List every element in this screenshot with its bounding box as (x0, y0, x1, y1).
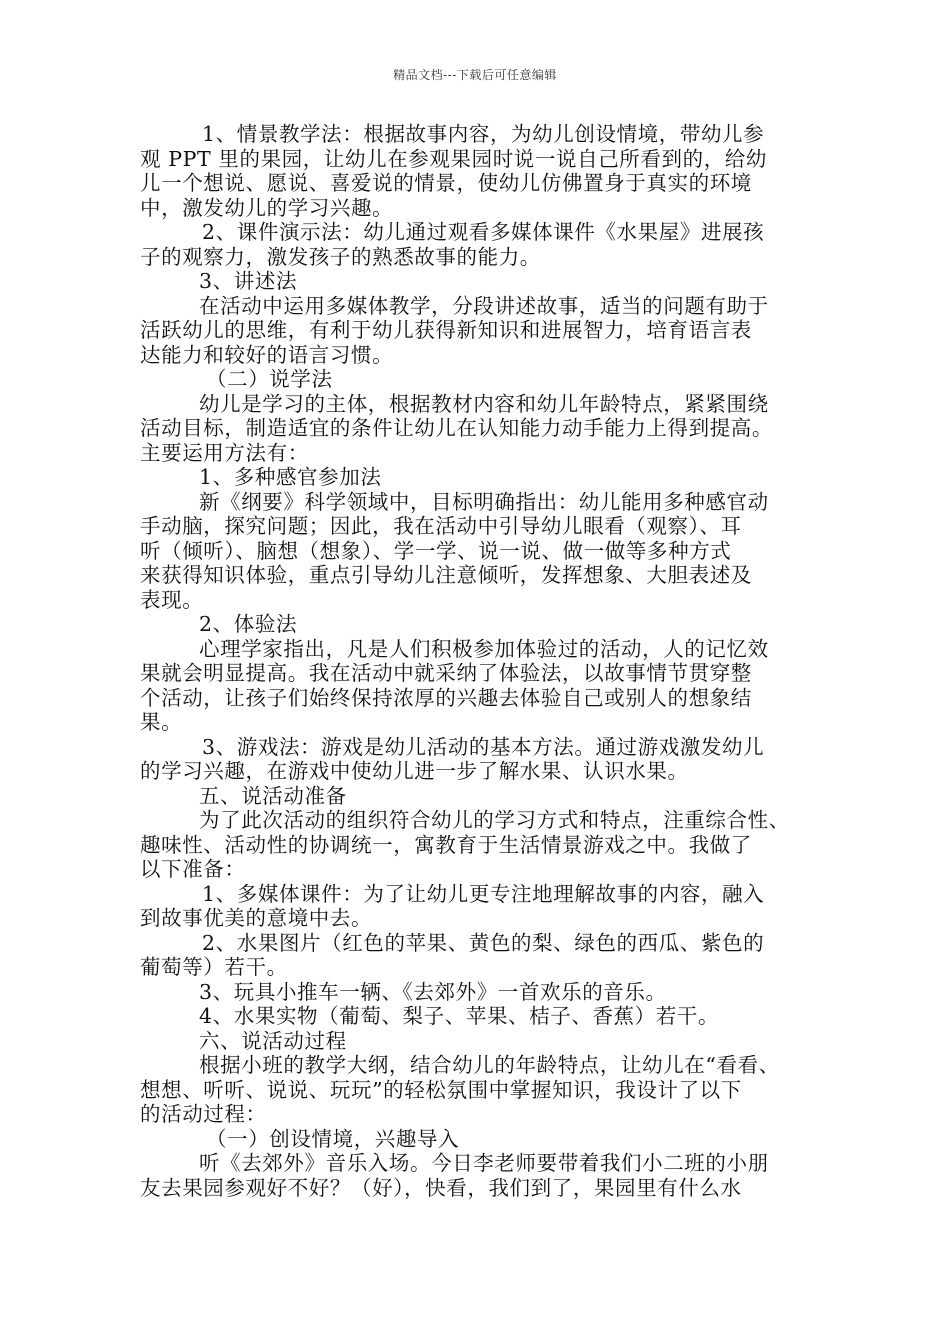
section-heading: 1、多种感官参加法 (199, 465, 382, 489)
text-line: 活动目标，制造适宜的条件让幼儿在认知能力动手能力上得到提高。 (140, 416, 773, 440)
text-line: 4、水果实物（葡萄、梨子、苹果、桔子、香蕉）若干。 (199, 1004, 720, 1028)
text-line: 到故事优美的意境中去。 (140, 906, 373, 930)
text-line: 儿一个想说、愿说、喜爱说的情景，使幼儿仿佛置身于真实的环境 (140, 171, 752, 195)
text-line: 达能力和较好的语言习惯。 (140, 342, 394, 367)
text-line: 1、情景教学法：根据故事内容，为幼儿创设情境，带幼儿参 (202, 122, 765, 146)
text-line: 1、多媒体课件：为了让幼儿更专注地理解故事的内容，融入 (202, 881, 765, 906)
text-line: 友去果园参观好不好？（好），快看，我们到了，果园里有什么水 (140, 1175, 742, 1200)
text-line: 子的观察力，激发孩子的熟悉故事的能力。 (140, 244, 541, 269)
text-line: 观 PPT 里的果园，让幼儿在参观果园时说一说自己所看到的，给幼 (140, 146, 767, 171)
section-heading: （二）说学法 (206, 367, 333, 391)
text-line: 表现。 (140, 587, 204, 612)
text-line: 3、玩具小推车一辆、《去郊外》一首欢乐的音乐。 (199, 979, 667, 1004)
section-heading: 2、体验法 (199, 612, 298, 636)
text-line: 个活动，让孩子们始终保持浓厚的兴趣去体验自己或别人的想象结 (140, 685, 752, 710)
page-header: 精品文档---下载后可任意编辑 (393, 68, 557, 82)
text-line: 新《纲要》科学领域中，目标明确指出：幼儿能用多种感官动 (199, 489, 769, 514)
text-line: 2、课件演示法：幼儿通过观看多媒体课件《水果屋》进展孩 (202, 220, 765, 244)
text-line: 手动脑，探究问题；因此，我在活动中引导幼儿眼看（观察）、耳 (140, 514, 742, 538)
text-line: 心理学家指出，凡是人们积极参加体验过的活动，人的记忆效 (199, 636, 769, 661)
text-line: 以下准备： (140, 857, 246, 881)
text-line: 幼儿是学习的主体，根据教材内容和幼儿年龄特点，紧紧围绕 (199, 391, 769, 416)
text-line: 的学习兴趣，在游戏中使幼儿进一步了解水果、认识水果。 (140, 759, 689, 783)
text-line: 果就会明显提高。我在活动中就采纳了体验法，以故事情节贯穿整 (140, 661, 752, 685)
text-line: 2、水果图片（红色的苹果、黄色的梨、绿色的西瓜、紫色的 (202, 930, 765, 955)
text-line: 来获得知识体验，重点引导幼儿注意倾听，发挥想象、大胆表述及 (140, 563, 752, 587)
section-heading: 3、讲述法 (199, 269, 298, 293)
section-heading: 五、说活动准备 (199, 783, 347, 808)
text-line: 活跃幼儿的思维，有利于幼儿获得新知识和进展智力，培育语言表 (140, 318, 752, 342)
text-line: 中，激发幼儿的学习兴趣。 (140, 195, 394, 220)
text-line: 果。 (140, 710, 183, 734)
text-line: 的活动过程： (140, 1102, 267, 1126)
text-line: 听《去郊外》音乐入场。今日李老师要带着我们小二班的小朋 (199, 1151, 769, 1175)
text-line: 主要运用方法有： (140, 440, 309, 465)
text-line: 听（倾听）、脑想（想象）、学一学、说一说、做一做等多种方式 (140, 538, 732, 563)
text-line: 根据小班的教学大纲，结合幼儿的年龄特点，让幼儿在“看看、 (199, 1053, 780, 1077)
document-body (140, 122, 815, 1200)
section-heading: 六、说活动过程 (199, 1028, 347, 1053)
text-line: 趣味性、活动性的协调统一，寓教育于生活情景游戏之中。我做了 (140, 832, 752, 857)
text-line: 在活动中运用多媒体教学，分段讲述故事，适当的问题有助于 (199, 293, 769, 318)
text-line: 想想、听听、说说、玩玩”的轻松氛围中掌握知识，我设计了以下 (140, 1077, 742, 1102)
text-line: 为了此次活动的组织符合幼儿的学习方式和特点，注重综合性、 (199, 808, 790, 832)
text-line: 3、游戏法：游戏是幼儿活动的基本方法。通过游戏激发幼儿 (202, 734, 765, 759)
text-line: 葡萄等）若干。 (140, 955, 288, 979)
section-heading: （一）创设情境，兴趣导入 (206, 1126, 460, 1151)
